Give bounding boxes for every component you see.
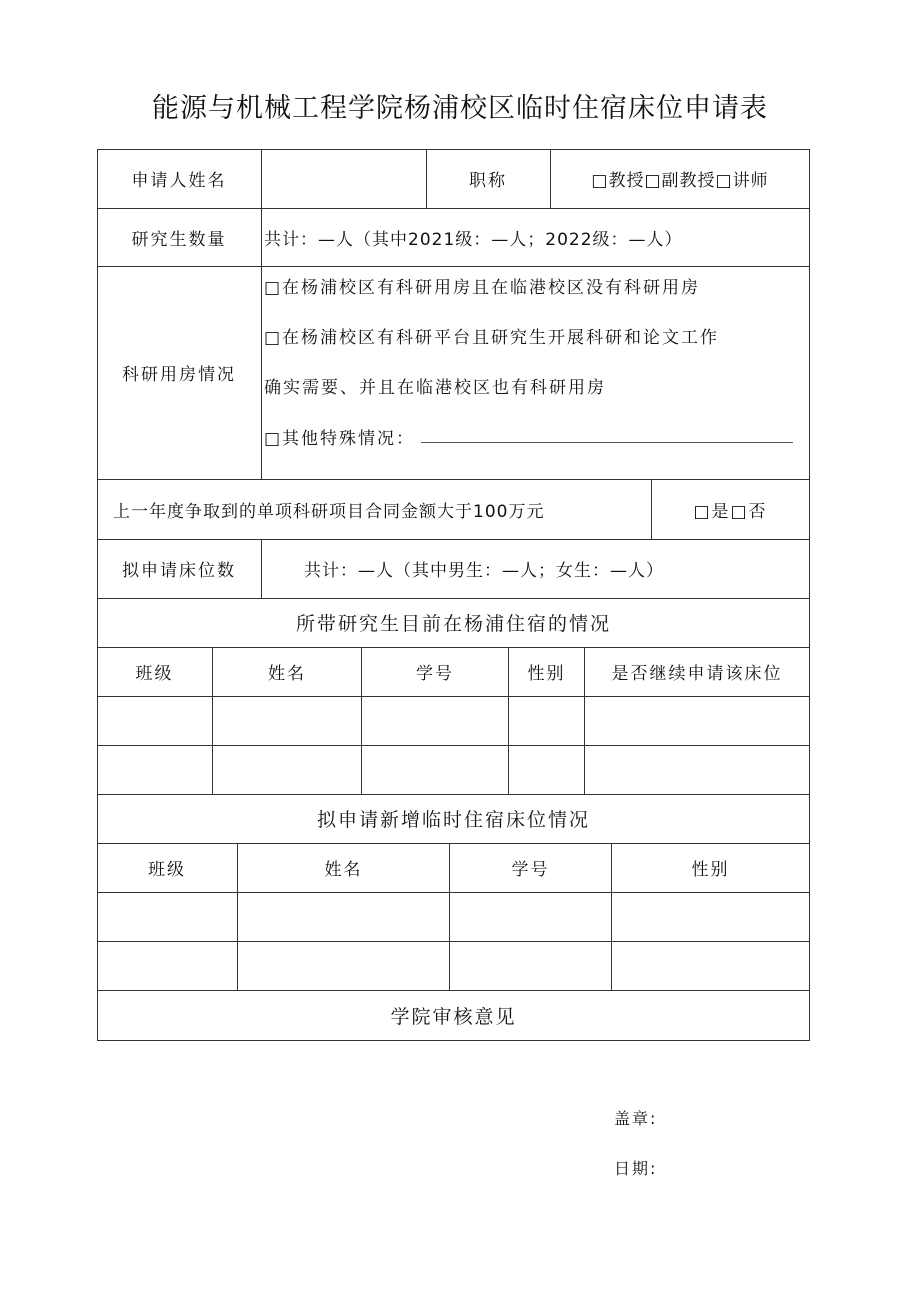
room-option-other-label: □其他特殊情况： xyxy=(264,428,416,449)
room-option-2-continued: 确实需要、并且在临港校区也有科研用房 xyxy=(264,377,606,398)
section-new-beds-title: 拟申请新增临时住宿床位情况 xyxy=(316,809,590,831)
room-option-other[interactable] xyxy=(264,421,808,451)
college-review-title: 学院审核意见 xyxy=(390,1005,517,1028)
table2-header-gender: 性别 xyxy=(691,860,730,880)
table1-header-continue: 是否继续申请该床位 xyxy=(611,664,783,684)
room-option-2[interactable]: □在杨浦校区有科研平台且研究生开展科研和论文工作 xyxy=(264,327,720,348)
stamp-label: 盖章: xyxy=(614,1109,658,1128)
beds-label: 拟申请床位数 xyxy=(122,561,236,581)
funding-options[interactable]: □是□否 xyxy=(693,501,768,522)
students-label: 研究生数量 xyxy=(131,229,227,250)
table2-row[interactable] xyxy=(98,942,809,990)
beds-count-field[interactable]: 共计：—人（其中男生：—人；女生：—人） xyxy=(304,561,664,581)
table1-header-class: 班级 xyxy=(135,664,174,684)
date-label: 日期: xyxy=(614,1159,658,1178)
table1-header-student-id: 学号 xyxy=(416,664,454,684)
funding-label: 上一年度争取到的单项科研项目合同金额大于100万元 xyxy=(113,501,545,522)
room-option-1[interactable]: □在杨浦校区有科研用房且在临港校区没有科研用房 xyxy=(264,277,701,298)
table1-header-gender: 性别 xyxy=(527,664,566,684)
table2-header-name: 姓名 xyxy=(324,860,363,880)
other-situation-input-line[interactable] xyxy=(421,430,793,443)
rank-label: 职称 xyxy=(469,171,507,191)
table2-row[interactable] xyxy=(98,893,809,941)
table1-row[interactable] xyxy=(98,697,809,745)
table1-header-name: 姓名 xyxy=(268,664,306,684)
table2-header-student-id: 学号 xyxy=(511,860,550,880)
table2-header-class: 班级 xyxy=(148,860,186,880)
section-current-housing-title: 所带研究生目前在杨浦住宿的情况 xyxy=(295,613,611,635)
table1-row[interactable] xyxy=(98,746,809,794)
students-count-field[interactable]: 共计：—人（其中2021级：—人；2022级：—人） xyxy=(264,229,683,250)
applicant-label: 申请人姓名 xyxy=(131,171,227,191)
form-title: 能源与机械工程学院杨浦校区临时住宿床位申请表 xyxy=(152,93,768,124)
rank-options[interactable]: □教授□副教授□讲师 xyxy=(591,171,769,191)
applicant-name-field[interactable] xyxy=(262,149,426,208)
room-label: 科研用房情况 xyxy=(122,365,236,385)
